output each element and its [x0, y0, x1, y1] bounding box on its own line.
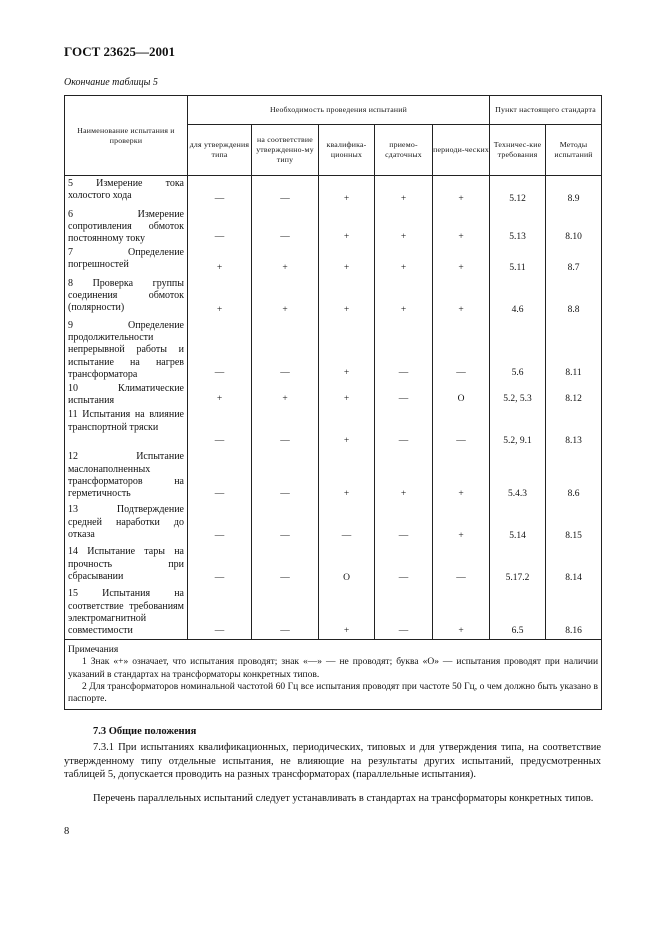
cell-type-approval: + — [188, 245, 252, 276]
cell-acceptance: + — [375, 207, 433, 246]
cell-test-name: 14 Испытание тары на прочность при сбрасывании — [65, 544, 188, 586]
cell-requirements: 5.6 — [490, 318, 546, 381]
cell-test-name: 5 Измерение тока холостого хода — [65, 176, 188, 207]
cell-methods: 8.12 — [546, 381, 602, 407]
cell-methods: 8.6 — [546, 449, 602, 502]
table-notes — [65, 639, 602, 709]
table-row — [65, 407, 602, 449]
table-row — [65, 318, 602, 381]
cell-periodic: + — [433, 449, 490, 502]
page-number: 8 — [64, 826, 70, 837]
paragraph-7-3-1: 7.3.1 При испытаниях квалификационных, периодических, типовых и для утверждения типа, на соответствие утвержденному типу отдельные испытания, не влияющие на результаты других испытаний, предусмотренных таблицей 5, допускается проводить на разных трансформаторах (параллельные испытания). — [64, 742, 601, 781]
cell-acceptance: — — [375, 544, 433, 586]
cell-type-conformity: — — [252, 318, 319, 381]
table-5 — [64, 95, 602, 710]
cell-periodic: — — [433, 407, 490, 449]
cell-type-conformity: — — [252, 502, 319, 544]
cell-type-approval: — — [188, 449, 252, 502]
cell-type-approval: — — [188, 502, 252, 544]
cell-periodic: + — [433, 586, 490, 639]
cell-methods: 8.14 — [546, 544, 602, 586]
cell-methods: 8.9 — [546, 176, 602, 207]
cell-qualification: + — [319, 449, 375, 502]
cell-methods: 8.7 — [546, 245, 602, 276]
table-row — [65, 586, 602, 639]
cell-requirements: 4.6 — [490, 276, 546, 318]
header-need-group: Необходимость проведения испытаний — [188, 96, 490, 125]
cell-periodic: + — [433, 502, 490, 544]
table-row — [65, 502, 602, 544]
table-row — [65, 276, 602, 318]
header-ref-group: Пункт настоящего стандарта — [490, 96, 602, 125]
table-caption: Окончание таблицы 5 — [64, 77, 158, 88]
cell-qualification: + — [319, 407, 375, 449]
cell-type-approval: — — [188, 207, 252, 246]
cell-methods: 8.13 — [546, 407, 602, 449]
cell-periodic: О — [433, 381, 490, 407]
cell-acceptance: — — [375, 318, 433, 381]
cell-requirements: 5.4.3 — [490, 449, 546, 502]
cell-test-name: 11 Испытания на влияние транспортной тряски — [65, 407, 188, 449]
cell-test-name: 10 Климатические испытания — [65, 381, 188, 407]
cell-acceptance: — — [375, 502, 433, 544]
cell-requirements: 5.12 — [490, 176, 546, 207]
table-body — [65, 176, 602, 640]
cell-type-approval: — — [188, 407, 252, 449]
cell-methods: 8.15 — [546, 502, 602, 544]
cell-qualification: + — [319, 245, 375, 276]
cell-requirements: 5.2, 9.1 — [490, 407, 546, 449]
header-acceptance: приемо-сдаточных — [375, 125, 433, 176]
cell-test-name: 6 Измерение сопротивления обмоток постоянному току — [65, 207, 188, 246]
cell-type-conformity: + — [252, 245, 319, 276]
cell-qualification: + — [319, 207, 375, 246]
header-type-approval: для утверждения типа — [188, 125, 252, 176]
cell-periodic: + — [433, 176, 490, 207]
cell-qualification: + — [319, 318, 375, 381]
cell-type-approval: + — [188, 276, 252, 318]
cell-type-conformity: — — [252, 586, 319, 639]
page-header: ГОСТ 23625—2001 — [64, 44, 176, 59]
table-row — [65, 449, 602, 502]
cell-acceptance: + — [375, 245, 433, 276]
section-heading: 7.3 Общие положения — [93, 726, 197, 737]
cell-acceptance: — — [375, 407, 433, 449]
cell-type-approval: — — [188, 544, 252, 586]
table-row — [65, 544, 602, 586]
table-row — [65, 245, 602, 276]
cell-qualification: + — [319, 176, 375, 207]
cell-acceptance: + — [375, 449, 433, 502]
cell-requirements: 5.17.2 — [490, 544, 546, 586]
cell-test-name: 9 Определение продолжительности непрерывной работы и испытание на нагрев трансформатора — [65, 318, 188, 381]
cell-type-approval: + — [188, 381, 252, 407]
cell-periodic: + — [433, 276, 490, 318]
cell-periodic: + — [433, 245, 490, 276]
cell-qualification: — — [319, 502, 375, 544]
cell-type-conformity: — — [252, 207, 319, 246]
cell-test-name: 7 Определение погрешностей — [65, 245, 188, 276]
cell-methods: 8.16 — [546, 586, 602, 639]
cell-test-name: 15 Испытания на соответствие требованиям электромагнитной совместимости — [65, 586, 188, 639]
notes-title: Примечания — [68, 644, 119, 655]
header-type-conformity: на соответствие утвержденно-му типу — [252, 125, 319, 176]
header-periodic: периоди-ческих — [433, 125, 490, 176]
cell-qualification: + — [319, 381, 375, 407]
table-row — [65, 207, 602, 246]
cell-type-conformity: — — [252, 449, 319, 502]
cell-periodic: + — [433, 207, 490, 246]
table-row — [65, 176, 602, 207]
cell-type-conformity: + — [252, 381, 319, 407]
cell-acceptance: + — [375, 176, 433, 207]
note-1: 1 Знак «+» означает, что испытания проводят; знак «—» — не проводят; буква «О» — испытания проводят при наличии указаний в стандартах на трансформаторы конкретных типов. — [68, 657, 599, 680]
header-test-methods: Методы испытаний — [546, 125, 602, 176]
cell-type-approval: — — [188, 586, 252, 639]
cell-requirements: 5.14 — [490, 502, 546, 544]
cell-qualification: + — [319, 586, 375, 639]
cell-test-name: 8 Проверка группы соединения обмоток (полярности) — [65, 276, 188, 318]
cell-type-conformity: — — [252, 544, 319, 586]
header-qualification: квалифика-ционных — [319, 125, 375, 176]
cell-type-approval: — — [188, 176, 252, 207]
cell-methods: 8.11 — [546, 318, 602, 381]
cell-qualification: + — [319, 276, 375, 318]
cell-acceptance: — — [375, 381, 433, 407]
cell-periodic: — — [433, 318, 490, 381]
table-row — [65, 381, 602, 407]
cell-type-approval: — — [188, 318, 252, 381]
cell-type-conformity: — — [252, 407, 319, 449]
cell-type-conformity: + — [252, 276, 319, 318]
cell-type-conformity: — — [252, 176, 319, 207]
cell-acceptance: + — [375, 276, 433, 318]
header-name: Наименование испытания и проверки — [65, 96, 188, 176]
cell-test-name: 13 Подтверждение средней наработки до отказа — [65, 502, 188, 544]
cell-requirements: 5.13 — [490, 207, 546, 246]
cell-periodic: — — [433, 544, 490, 586]
header-technical-requirements: Техничес-кие требования — [490, 125, 546, 176]
cell-requirements: 5.11 — [490, 245, 546, 276]
cell-requirements: 5.2, 5.3 — [490, 381, 546, 407]
cell-test-name: 12 Испытание маслонаполненных трансформаторов на герметичность — [65, 449, 188, 502]
cell-methods: 8.10 — [546, 207, 602, 246]
cell-qualification: О — [319, 544, 375, 586]
cell-methods: 8.8 — [546, 276, 602, 318]
paragraph-parallel-tests: Перечень параллельных испытаний следует устанавливать в стандартах на трансформаторы конкретных типов. — [93, 793, 594, 804]
cell-requirements: 6.5 — [490, 586, 546, 639]
cell-acceptance: — — [375, 586, 433, 639]
note-2: 2 Для трансформаторов номинальной частотой 60 Гц все испытания проводят при частоте 50 Гц, о чем должно быть указано в паспорте. — [68, 681, 599, 705]
